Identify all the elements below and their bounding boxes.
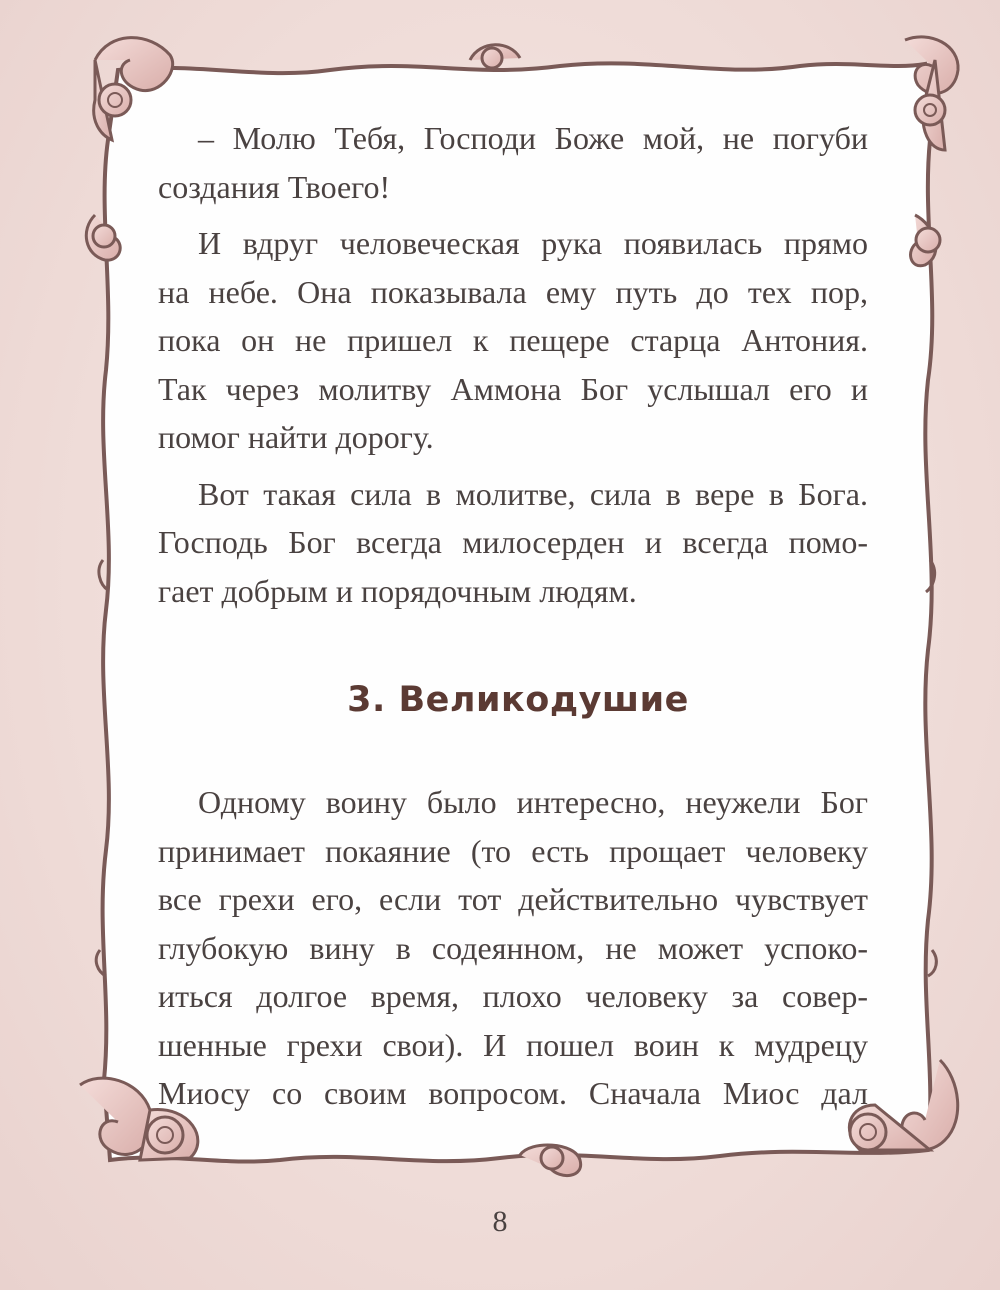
chapter-heading: 3. Великодушие [347,680,689,720]
page-number: 8 [492,1205,508,1238]
paragraph [158,778,868,1118]
text-block-top [158,114,868,623]
text-line: пока он не пришел к пещере старца Антония. [158,322,868,358]
text-line: Вот такая сила в молитве, сила в вере в Бога. [198,475,868,512]
bottom-middle-scroll [520,1145,581,1176]
text-line: на небе. Она показывала ему путь до тех пор, [158,273,868,310]
top-middle-scroll [470,45,520,68]
text-line: Господь Бог всегда милосерден и всегда помо- [158,524,868,560]
text-line: И вдруг человеческая рука появилась прямо [198,225,868,261]
text-line: Миосу со своим вопросом. Сначала Миос дал [158,1075,868,1111]
paragraph [158,114,868,211]
text-line: Так через молитву Аммона Бог услышал его и [158,370,868,407]
text-line: – Молю Тебя, Господи Боже мой, не погуби [198,120,868,156]
text-line: помог найти дорогу. [158,419,434,455]
text-line: принимает покаяние (то есть прощает человеку [158,832,868,869]
text-line: иться долгое время, плохо человеку за совер- [158,978,868,1014]
text-line: глубокую вину в содеянном, не может успоко- [158,929,868,966]
text-line: шенные грехи свои). И пошел воин к мудрецу [158,1026,868,1063]
text-line: все грехи его, если тот действительно чувствует [158,881,868,917]
text-line: гает добрым и порядочным людям. [158,572,637,609]
text-line: Одному воину было интересно, неужели Бог [198,784,868,820]
text-line: создания Твоего! [158,168,391,205]
paragraph [158,470,868,616]
paragraph [158,219,868,462]
text-block-bottom [158,778,868,1126]
